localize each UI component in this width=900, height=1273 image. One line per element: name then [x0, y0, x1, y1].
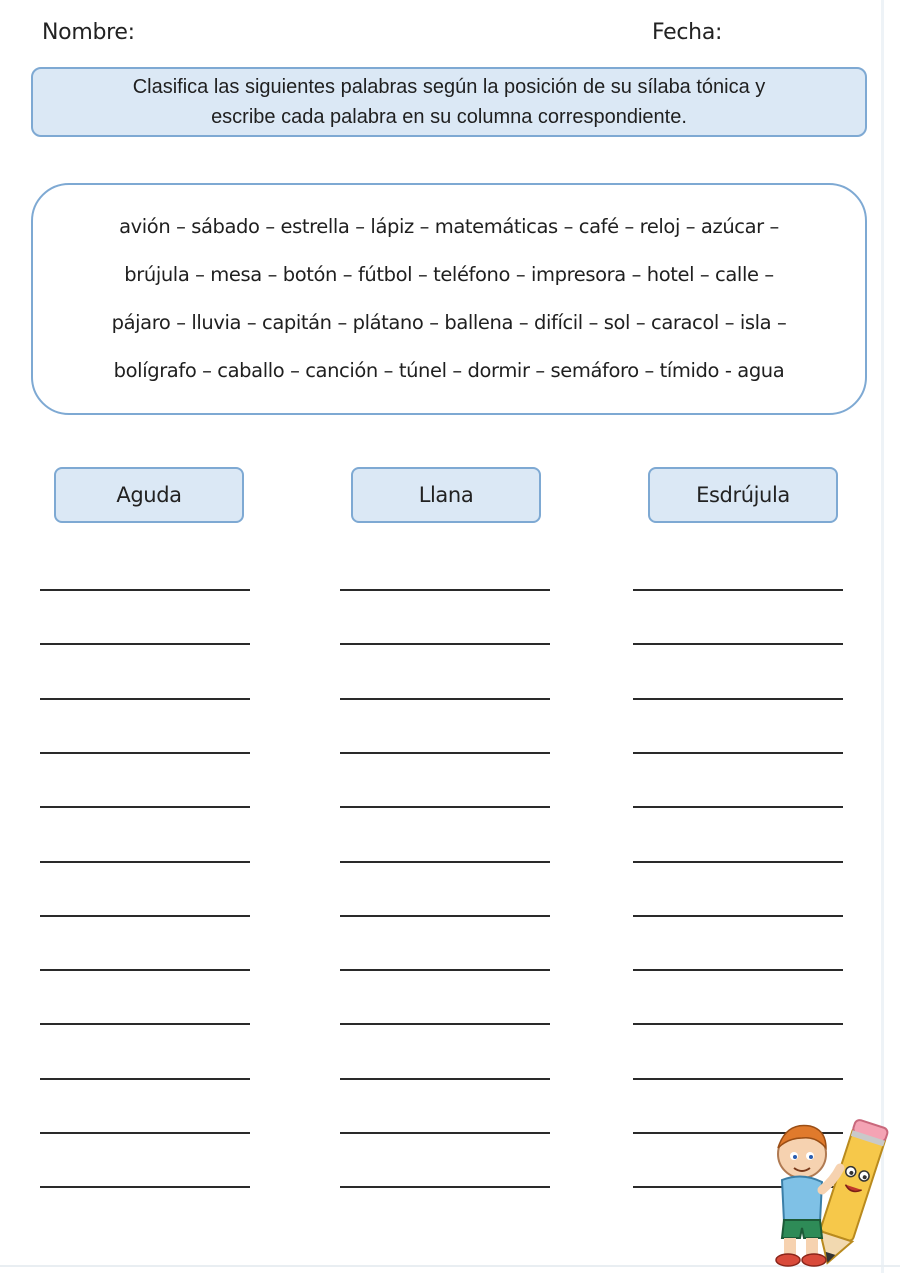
page-edge: [881, 0, 884, 1273]
answer-line: [340, 806, 550, 808]
column-header-llana: Llana: [351, 467, 541, 523]
answer-line: [633, 1023, 843, 1025]
answer-line: [40, 1186, 250, 1188]
word-bank-line: bolígrafo – caballo – canción – túnel – dormir – semáforo – tímido - agua: [113, 359, 785, 382]
answer-line: [633, 969, 843, 971]
answer-line: [40, 806, 250, 808]
name-label: Nombre:: [42, 20, 135, 45]
word-bank-line: pájaro – lluvia – capitán – plátano – ballena – difícil – sol – caracol – isla –: [111, 311, 787, 334]
answer-line: [40, 915, 250, 917]
answer-line: [633, 915, 843, 917]
column-header-esdrujula: Esdrújula: [648, 467, 838, 523]
answer-line: [633, 1078, 843, 1080]
answer-line: [40, 1023, 250, 1025]
answer-line: [340, 861, 550, 863]
word-bank-line: brújula – mesa – botón – fútbol – teléfono – impresora – hotel – calle –: [124, 263, 774, 286]
instructions-box: [31, 67, 867, 137]
answer-line: [40, 643, 250, 645]
answer-line: [633, 589, 843, 591]
answer-line: [633, 698, 843, 700]
instructions-line-1: Clasifica las siguientes palabras según la posición de su sílaba tónica y: [132, 76, 766, 98]
answer-line: [40, 589, 250, 591]
answer-line: [340, 589, 550, 591]
answer-line: [340, 969, 550, 971]
answer-line: [340, 1186, 550, 1188]
answer-line: [340, 915, 550, 917]
instructions-line-2: escribe cada palabra en su columna correspondiente.: [211, 106, 687, 128]
answer-line: [340, 1023, 550, 1025]
boy-with-pencil-icon: [764, 1110, 890, 1270]
answer-line: [40, 698, 250, 700]
answer-line: [633, 861, 843, 863]
answer-line: [340, 643, 550, 645]
answer-line: [340, 1078, 550, 1080]
answer-line: [633, 806, 843, 808]
word-bank: [31, 183, 867, 415]
answer-line: [340, 752, 550, 754]
answer-line: [633, 752, 843, 754]
answer-line: [40, 969, 250, 971]
answer-line: [340, 698, 550, 700]
answer-line: [40, 861, 250, 863]
answer-line: [40, 752, 250, 754]
answer-line: [40, 1132, 250, 1134]
answer-line: [40, 1078, 250, 1080]
answer-line: [633, 643, 843, 645]
date-label: Fecha:: [652, 20, 723, 45]
word-bank-line: avión – sábado – estrella – lápiz – matemáticas – café – reloj – azúcar –: [119, 215, 779, 238]
column-header-aguda: Aguda: [54, 467, 244, 523]
answer-line: [340, 1132, 550, 1134]
